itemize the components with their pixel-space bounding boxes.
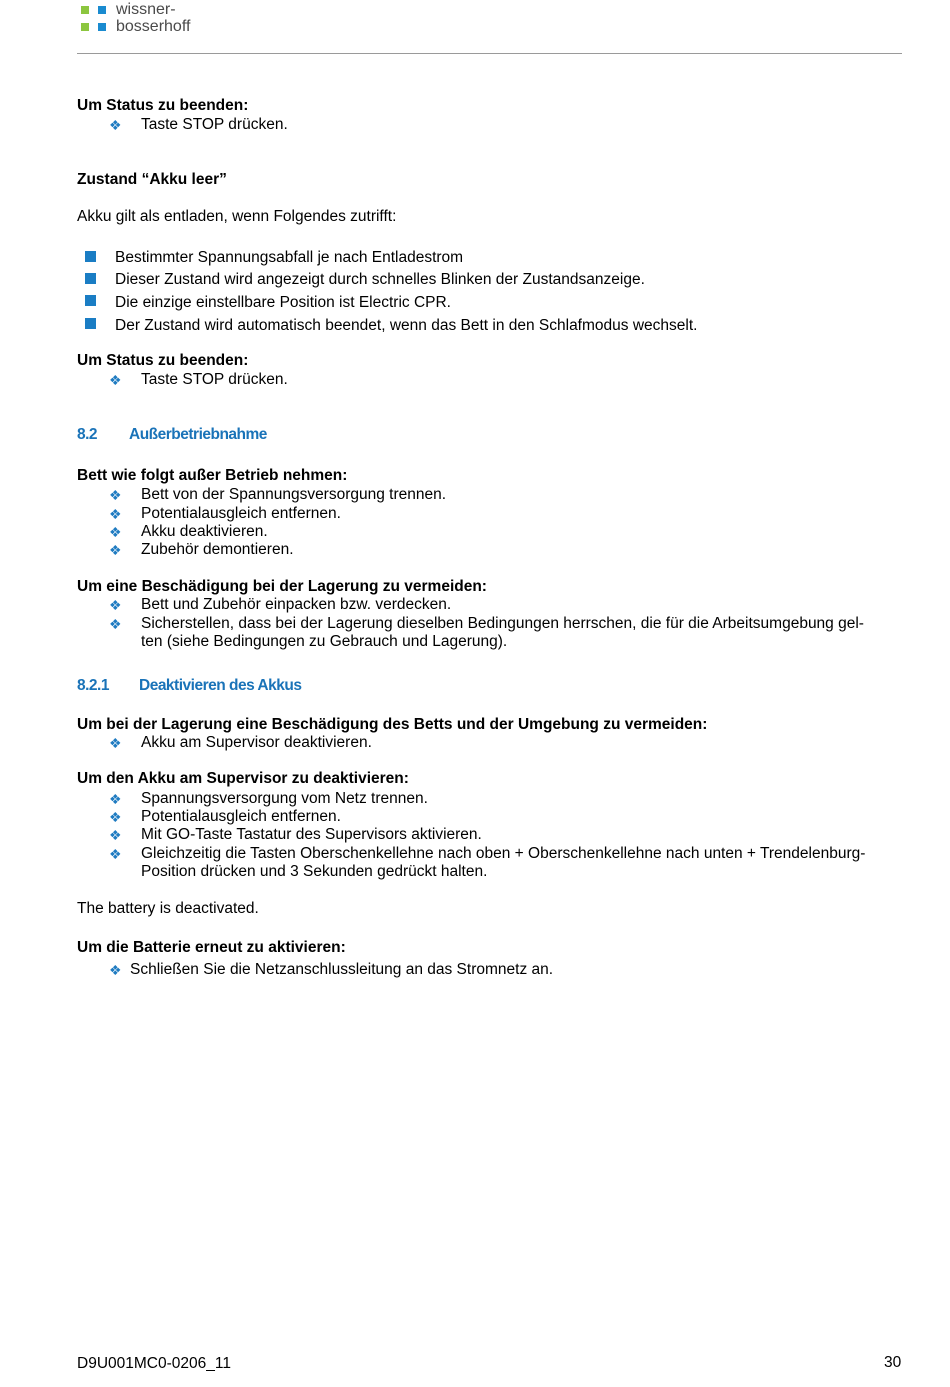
section-title-8-2-1: Deaktivieren des Akkus bbox=[139, 677, 302, 694]
empty-state-item: Die einzige einstellbare Position ist Electric CPR. bbox=[115, 294, 451, 311]
logo-square-green-top bbox=[81, 6, 89, 14]
square-bullet-icon bbox=[85, 273, 96, 284]
deactivate-item: Mit GO-Taste Tastatur des Supervisors aktivieren. bbox=[141, 826, 482, 843]
header-divider bbox=[77, 53, 902, 54]
decommission-item: Akku deaktivieren. bbox=[141, 523, 268, 540]
logo-text-line2: bosserhoff bbox=[116, 18, 191, 35]
deactivate-item: Spannungsversorgung vom Netz trennen. bbox=[141, 790, 428, 807]
deactivate-item: Potentialausgleich entfernen. bbox=[141, 808, 341, 825]
storage-heading: Um eine Beschädigung bei der Lagerung zu vermeiden: bbox=[77, 578, 487, 595]
reactivate-heading: Um die Batterie erneut zu aktivieren: bbox=[77, 939, 346, 956]
diamond-bullet-icon: ❖ bbox=[109, 735, 122, 751]
diamond-bullet-icon: ❖ bbox=[109, 827, 122, 843]
logo-square-blue-top bbox=[98, 6, 106, 14]
storage-item-continuation: ten (siehe Bedingungen zu Gebrauch und Lagerung). bbox=[141, 633, 508, 650]
end-status-heading-2: Um Status zu beenden: bbox=[77, 352, 249, 369]
section-title-8-2: Außerbetriebnahme bbox=[129, 426, 267, 443]
empty-state-item: Der Zustand wird automatisch beendet, wenn das Bett in den Schlafmodus wechselt. bbox=[115, 317, 698, 334]
diamond-bullet-icon: ❖ bbox=[109, 117, 122, 133]
battery-deactivated-note: The battery is deactivated. bbox=[77, 900, 259, 917]
empty-state-item: Dieser Zustand wird angezeigt durch schnelles Blinken der Zustandsanzeige. bbox=[115, 271, 645, 288]
square-bullet-icon bbox=[85, 295, 96, 306]
diamond-bullet-icon: ❖ bbox=[109, 372, 122, 388]
diamond-bullet-icon: ❖ bbox=[109, 524, 122, 540]
diamond-bullet-icon: ❖ bbox=[109, 506, 122, 522]
logo-square-green-bottom bbox=[81, 23, 89, 31]
decommission-heading: Bett wie folgt außer Betrieb nehmen: bbox=[77, 467, 348, 484]
logo-text-line1: wissner- bbox=[116, 1, 176, 18]
logo-square-blue-bottom bbox=[98, 23, 106, 31]
diamond-bullet-icon: ❖ bbox=[109, 809, 122, 825]
empty-state-heading: Zustand “Akku leer” bbox=[77, 171, 227, 188]
empty-state-item: Bestimmter Spannungsabfall je nach Entladestrom bbox=[115, 249, 464, 266]
decommission-item: Zubehör demontieren. bbox=[141, 541, 294, 558]
deactivate-item: Gleichzeitig die Tasten Oberschenkellehne nach oben + Oberschenkellehne nach unten + Trendelenburg- bbox=[141, 845, 866, 862]
diamond-bullet-icon: ❖ bbox=[109, 487, 122, 503]
diamond-bullet-icon: ❖ bbox=[109, 542, 122, 558]
square-bullet-icon bbox=[85, 318, 96, 329]
diamond-bullet-icon: ❖ bbox=[109, 962, 122, 978]
storage-item: Bett und Zubehör einpacken bzw. verdecken. bbox=[141, 596, 452, 613]
decommission-item: Potentialausgleich entfernen. bbox=[141, 505, 341, 522]
empty-state-intro: Akku gilt als entladen, wenn Folgendes zutrifft: bbox=[77, 208, 397, 225]
reactivate-item: Schließen Sie die Netzanschlussleitung an das Stromnetz an. bbox=[130, 961, 554, 978]
end-status-heading-1: Um Status zu beenden: bbox=[77, 97, 249, 114]
page-number: 30 bbox=[884, 1354, 902, 1371]
storage-item: Sicherstellen, dass bei der Lagerung dieselben Bedingungen herrschen, die für die Arbeitsumgebung gel- bbox=[141, 615, 864, 632]
end-status-item-1: Taste STOP drücken. bbox=[141, 116, 288, 133]
square-bullet-icon bbox=[85, 251, 96, 262]
diamond-bullet-icon: ❖ bbox=[109, 597, 122, 613]
deactivate-heading: Um den Akku am Supervisor zu deaktivieren: bbox=[77, 770, 409, 787]
storage-damage-item: Akku am Supervisor deaktivieren. bbox=[141, 734, 372, 751]
section-number-8-2-1: 8.2.1 bbox=[77, 677, 109, 694]
storage-damage-heading: Um bei der Lagerung eine Beschädigung des Betts und der Umgebung zu vermeiden: bbox=[77, 716, 708, 733]
diamond-bullet-icon: ❖ bbox=[109, 846, 122, 862]
diamond-bullet-icon: ❖ bbox=[109, 791, 122, 807]
end-status-item-2: Taste STOP drücken. bbox=[141, 371, 288, 388]
decommission-item: Bett von der Spannungsversorgung trennen. bbox=[141, 486, 447, 503]
diamond-bullet-icon: ❖ bbox=[109, 616, 122, 632]
section-number-8-2: 8.2 bbox=[77, 426, 98, 443]
deactivate-item-continuation: Position drücken und 3 Sekunden gedrückt halten. bbox=[141, 863, 488, 880]
document-id: D9U001MC0-0206_11 bbox=[77, 1355, 231, 1372]
